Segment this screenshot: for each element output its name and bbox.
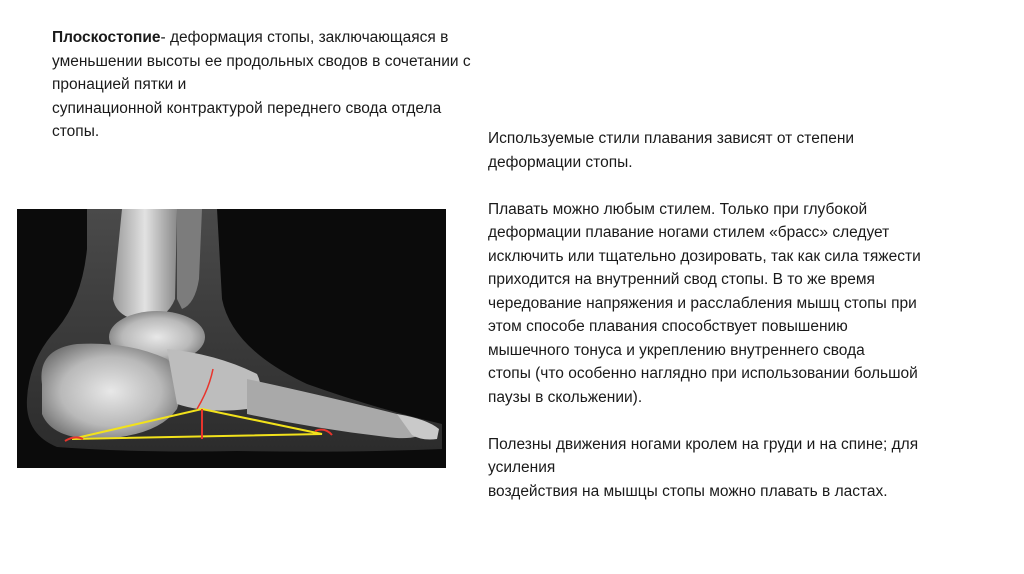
paragraph-line: Используемые стили плавания зависят от степени xyxy=(488,130,855,147)
definition-line: уменьшении высоты ее продольных сводов в сочетании с xyxy=(52,52,471,70)
foot-xray-illustration xyxy=(17,209,446,468)
paragraph-line: стопы (что особенно наглядно при использовании большой xyxy=(488,365,918,382)
paragraph-line: исключить или тщательно дозировать, так как сила тяжести xyxy=(488,247,921,265)
paragraph-line: чередование напряжения и расслабления мышц стопы при xyxy=(488,294,917,312)
definition-line: пронацией пятки и xyxy=(52,76,187,93)
swimming-recommendations xyxy=(488,127,998,503)
definition-text xyxy=(52,26,542,144)
tibia-bone xyxy=(113,209,177,321)
paragraph-line: паузы в скольжении). xyxy=(488,388,643,406)
definition-term: Плоскостопие xyxy=(52,29,161,46)
paragraph-line: этом способе плавания способствует повышению xyxy=(488,318,848,335)
foot-xray-image xyxy=(17,209,446,468)
paragraph-line: деформации стопы. xyxy=(488,153,633,171)
paragraph-line: воздействия на мышцы стопы можно плавать в ластах. xyxy=(488,482,888,500)
paragraph-line: приходится на внутренний свод стопы. В то же время xyxy=(488,271,875,288)
definition-line: супинационной контрактурой переднего свода отдела xyxy=(52,99,442,117)
paragraph-line: Плавать можно любым стилем. Только при глубокой xyxy=(488,200,868,218)
paragraph-line: усиления xyxy=(488,459,556,476)
paragraph-line: мышечного тонуса и укреплению внутреннего свода xyxy=(488,341,865,359)
definition-line: стопы. xyxy=(52,123,100,140)
paragraph-line: деформации плавание ногами стилем «брасс» следует xyxy=(488,224,890,241)
definition-line: - деформация стопы, заключающаяся в xyxy=(160,29,449,46)
paragraph-line: Полезны движения ногами кролем на груди и на спине; для xyxy=(488,435,919,453)
